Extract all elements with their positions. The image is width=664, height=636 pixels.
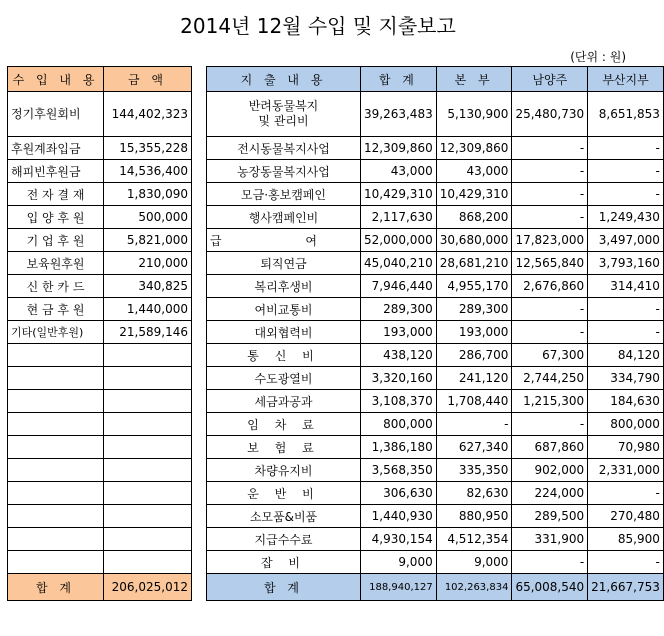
- expense-busan-cell: 84,120: [588, 344, 664, 367]
- income-amount-cell: 500,000: [104, 206, 192, 229]
- expense-row: [207, 505, 664, 528]
- income-item-label: 후원계좌입금: [8, 137, 104, 160]
- income-empty-cell: [104, 413, 192, 436]
- expense-item-label: 세금과공과: [207, 390, 361, 413]
- income-item-label: 신 한 카 드: [8, 275, 104, 298]
- expense-item-label: 농장동물복지사업: [207, 160, 361, 183]
- expense-total-cell: 3,568,350: [361, 459, 437, 482]
- expense-busan-cell: 800,000: [588, 413, 664, 436]
- expense-hq-cell: 868,200: [436, 206, 512, 229]
- income-header-item: 수 입 내 용: [8, 67, 104, 92]
- expense-namyangju-cell: -: [512, 183, 588, 206]
- expense-item-label: 임 차 료: [207, 413, 361, 436]
- expense-namyangju-cell: -: [512, 298, 588, 321]
- income-total-value: 206,025,012: [104, 574, 192, 601]
- expense-namyangju-cell: 25,480,730: [512, 92, 588, 137]
- expense-busan-cell: 1,249,430: [588, 206, 664, 229]
- income-item-label: 현 금 후 원: [8, 298, 104, 321]
- income-item-label: 입 양 후 원: [8, 206, 104, 229]
- expense-table: [206, 66, 664, 601]
- expense-namyangju-cell: 12,565,840: [512, 252, 588, 275]
- expense-hq-cell: 193,000: [436, 321, 512, 344]
- income-item-label: 기타(일반후원): [8, 321, 104, 344]
- expense-total-cell: 10,429,310: [361, 183, 437, 206]
- expense-total-cell: 7,946,440: [361, 275, 437, 298]
- income-total-row: [8, 574, 192, 601]
- income-amount-cell: 210,000: [104, 252, 192, 275]
- income-empty-cell: [8, 528, 104, 551]
- income-empty-cell: [104, 551, 192, 574]
- income-empty-cell: [104, 459, 192, 482]
- expense-row: [207, 321, 664, 344]
- expense-namyangju-cell: 67,300: [512, 344, 588, 367]
- income-item-label: 정기후원회비: [8, 92, 104, 137]
- expense-header-total: 합 계: [361, 67, 437, 92]
- expense-busan-cell: -: [588, 160, 664, 183]
- expense-namyangju-cell: -: [512, 137, 588, 160]
- expense-namyangju-cell: -: [512, 321, 588, 344]
- income-empty-cell: [8, 367, 104, 390]
- expense-row: [207, 344, 664, 367]
- expense-namyangju-cell: 2,676,860: [512, 275, 588, 298]
- income-empty-cell: [104, 505, 192, 528]
- expense-busan-cell: 3,793,160: [588, 252, 664, 275]
- expense-row: [207, 252, 664, 275]
- expense-hq-cell: 241,120: [436, 367, 512, 390]
- income-amount-cell: 21,589,146: [104, 321, 192, 344]
- expense-item-label: 퇴직연금: [207, 252, 361, 275]
- expense-item-label: 수도광열비: [207, 367, 361, 390]
- expense-namyangju-cell: 224,000: [512, 482, 588, 505]
- expense-item-label: 지급수수료: [207, 528, 361, 551]
- income-row: [8, 275, 192, 298]
- expense-hq-cell: 4,955,170: [436, 275, 512, 298]
- expense-hq-cell: 5,130,900: [436, 92, 512, 137]
- expense-namyangju-cell: -: [512, 413, 588, 436]
- income-header-row: [8, 67, 192, 92]
- expense-total-row: [207, 574, 664, 601]
- expense-item-label: 대외협력비: [207, 321, 361, 344]
- expense-namyangju-cell: 289,500: [512, 505, 588, 528]
- expense-total-cell: 4,930,154: [361, 528, 437, 551]
- expense-hq-cell: 1,708,440: [436, 390, 512, 413]
- expense-header-namyangju: 남양주: [512, 67, 588, 92]
- expense-namyangju-cell: 1,215,300: [512, 390, 588, 413]
- expense-item-label: 행사캠페인비: [207, 206, 361, 229]
- expense-busan-cell: -: [588, 551, 664, 574]
- expense-row: [207, 275, 664, 298]
- income-empty-cell: [104, 482, 192, 505]
- income-empty-cell: [8, 390, 104, 413]
- income-amount-cell: 5,821,000: [104, 229, 192, 252]
- expense-namyangju-cell: 687,860: [512, 436, 588, 459]
- expense-total-cell: 1,440,930: [361, 505, 437, 528]
- expense-namyangju-cell: 902,000: [512, 459, 588, 482]
- income-empty-cell: [104, 390, 192, 413]
- income-amount-cell: 340,825: [104, 275, 192, 298]
- income-item-label: 기 업 후 원: [8, 229, 104, 252]
- expense-hq-cell: 880,950: [436, 505, 512, 528]
- income-item-label: 전 자 결 재: [8, 183, 104, 206]
- expense-busan-cell: 70,980: [588, 436, 664, 459]
- expense-total-cell: 12,309,860: [361, 137, 437, 160]
- expense-hq-cell: 9,000: [436, 551, 512, 574]
- income-row: [8, 298, 192, 321]
- income-row: [8, 321, 192, 344]
- expense-total-label: 합 계: [207, 574, 361, 601]
- expense-item-label: 소모품&비품: [207, 505, 361, 528]
- income-empty-row: [8, 551, 192, 574]
- expense-total-cell: 289,300: [361, 298, 437, 321]
- expense-total-cell: 3,108,370: [361, 390, 437, 413]
- expense-item-label: 급 여: [207, 229, 361, 252]
- income-row: [8, 206, 192, 229]
- expense-hq-cell: -: [436, 413, 512, 436]
- expense-item-label: 모금·홍보캠페인: [207, 183, 361, 206]
- expense-row: [207, 551, 664, 574]
- income-empty-cell: [104, 436, 192, 459]
- expense-row: [207, 367, 664, 390]
- expense-busan-cell: -: [588, 298, 664, 321]
- expense-hq-cell: 10,429,310: [436, 183, 512, 206]
- expense-total-cell: 2,117,630: [361, 206, 437, 229]
- expense-busan-cell: 85,900: [588, 528, 664, 551]
- expense-hq-cell: 82,630: [436, 482, 512, 505]
- unit-label: (단위 : 원): [570, 50, 626, 64]
- income-empty-cell: [104, 367, 192, 390]
- expense-row: [207, 390, 664, 413]
- expense-hq-total: 102,263,834: [436, 574, 512, 601]
- expense-total-cell: 39,263,483: [361, 92, 437, 137]
- expense-total-cell: 800,000: [361, 413, 437, 436]
- income-row: [8, 160, 192, 183]
- expense-hq-cell: 28,681,210: [436, 252, 512, 275]
- expense-header-hq: 본 부: [436, 67, 512, 92]
- expense-row: [207, 160, 664, 183]
- income-empty-cell: [8, 482, 104, 505]
- income-header-amount: 금 액: [104, 67, 192, 92]
- income-amount-cell: 1,830,090: [104, 183, 192, 206]
- expense-total-cell: 9,000: [361, 551, 437, 574]
- income-empty-row: [8, 528, 192, 551]
- income-amount-cell: 1,440,000: [104, 298, 192, 321]
- expense-busan-cell: 8,651,853: [588, 92, 664, 137]
- income-table: [7, 66, 192, 601]
- expense-item-label: 차량유지비: [207, 459, 361, 482]
- income-empty-cell: [8, 505, 104, 528]
- expense-total-cell: 1,386,180: [361, 436, 437, 459]
- expense-row: [207, 229, 664, 252]
- income-empty-row: [8, 459, 192, 482]
- report-title: 2014년 12월 수입 및 지출보고: [180, 14, 456, 38]
- expense-grand-total: 188,940,127: [361, 574, 437, 601]
- expense-hq-cell: 30,680,000: [436, 229, 512, 252]
- income-row: [8, 137, 192, 160]
- expense-busan-cell: 314,410: [588, 275, 664, 298]
- expense-total-cell: 193,000: [361, 321, 437, 344]
- income-empty-row: [8, 367, 192, 390]
- expense-busan-cell: 3,497,000: [588, 229, 664, 252]
- expense-row: [207, 206, 664, 229]
- income-empty-row: [8, 344, 192, 367]
- expense-busan-cell: -: [588, 321, 664, 344]
- income-empty-cell: [104, 344, 192, 367]
- expense-busan-cell: -: [588, 482, 664, 505]
- expense-item-label: [207, 92, 361, 137]
- expense-header-item: 지 출 내 용: [207, 67, 361, 92]
- expense-total-cell: 45,040,210: [361, 252, 437, 275]
- expense-namyangju-cell: 331,900: [512, 528, 588, 551]
- expense-namyangju-cell: 17,823,000: [512, 229, 588, 252]
- income-row: [8, 252, 192, 275]
- income-total-label: 합 계: [8, 574, 104, 601]
- income-amount-cell: 144,402,323: [104, 92, 192, 137]
- expense-hq-cell: 12,309,860: [436, 137, 512, 160]
- expense-item-label-line1: 반려동물복지: [248, 99, 319, 113]
- expense-item-label: 보 험 료: [207, 436, 361, 459]
- expense-busan-cell: 184,630: [588, 390, 664, 413]
- expense-item-label: 복리후생비: [207, 275, 361, 298]
- income-empty-row: [8, 436, 192, 459]
- expense-namyangju-cell: -: [512, 551, 588, 574]
- income-row: [8, 229, 192, 252]
- expense-row: [207, 137, 664, 160]
- expense-item-label: 운 반 비: [207, 482, 361, 505]
- expense-namyangju-total: 65,008,540: [512, 574, 588, 601]
- expense-row: [207, 528, 664, 551]
- expense-hq-cell: 286,700: [436, 344, 512, 367]
- income-item-label: 보육원후원: [8, 252, 104, 275]
- income-empty-row: [8, 390, 192, 413]
- expense-busan-cell: 270,480: [588, 505, 664, 528]
- expense-total-cell: 438,120: [361, 344, 437, 367]
- expense-row: [207, 92, 664, 137]
- expense-busan-cell: 2,331,000: [588, 459, 664, 482]
- expense-total-cell: 306,630: [361, 482, 437, 505]
- expense-busan-total: 21,667,753: [588, 574, 664, 601]
- expense-hq-cell: 43,000: [436, 160, 512, 183]
- expense-row: [207, 183, 664, 206]
- expense-hq-cell: 289,300: [436, 298, 512, 321]
- expense-item-label: 전시동물복지사업: [207, 137, 361, 160]
- expense-busan-cell: -: [588, 137, 664, 160]
- expense-hq-cell: 4,512,354: [436, 528, 512, 551]
- expense-row: [207, 459, 664, 482]
- expense-row: [207, 413, 664, 436]
- income-row: [8, 92, 192, 137]
- income-row: [8, 183, 192, 206]
- expense-namyangju-cell: -: [512, 160, 588, 183]
- expense-hq-cell: 335,350: [436, 459, 512, 482]
- income-empty-row: [8, 482, 192, 505]
- expense-header-busan: 부산지부: [588, 67, 664, 92]
- expense-busan-cell: 334,790: [588, 367, 664, 390]
- income-amount-cell: 15,355,228: [104, 137, 192, 160]
- expense-item-label: 통 신 비: [207, 344, 361, 367]
- expense-total-cell: 52,000,000: [361, 229, 437, 252]
- expense-item-label-line2: 및 관리비: [258, 114, 309, 128]
- expense-namyangju-cell: 2,744,250: [512, 367, 588, 390]
- expense-row: [207, 436, 664, 459]
- expense-row: [207, 298, 664, 321]
- expense-hq-cell: 627,340: [436, 436, 512, 459]
- income-empty-cell: [8, 344, 104, 367]
- income-amount-cell: 14,536,400: [104, 160, 192, 183]
- expense-total-cell: 3,320,160: [361, 367, 437, 390]
- income-empty-cell: [8, 413, 104, 436]
- income-empty-cell: [8, 436, 104, 459]
- expense-header-row: [207, 67, 664, 92]
- expense-item-label: 여비교통비: [207, 298, 361, 321]
- income-empty-cell: [8, 551, 104, 574]
- expense-row: [207, 482, 664, 505]
- income-empty-row: [8, 505, 192, 528]
- income-item-label: 해피빈후원금: [8, 160, 104, 183]
- income-empty-row: [8, 413, 192, 436]
- income-empty-cell: [8, 459, 104, 482]
- expense-namyangju-cell: -: [512, 206, 588, 229]
- expense-busan-cell: -: [588, 183, 664, 206]
- income-empty-cell: [104, 528, 192, 551]
- expense-item-label: 잡 비: [207, 551, 361, 574]
- expense-total-cell: 43,000: [361, 160, 437, 183]
